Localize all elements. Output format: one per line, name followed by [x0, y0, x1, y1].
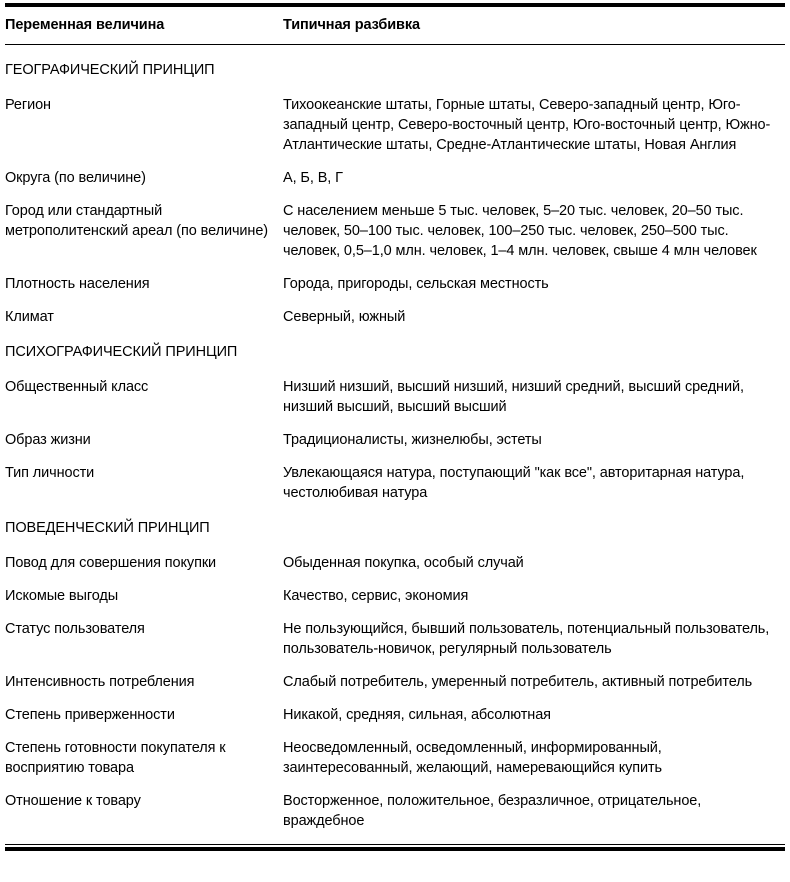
table-row [5, 738, 785, 778]
table-row [5, 672, 785, 692]
breakdown-cell: Никакой, средняя, сильная, абсолютная [283, 707, 551, 723]
variable-cell: Образ жизни [5, 432, 91, 448]
header-variable: Переменная величина [5, 17, 165, 33]
table-row [5, 168, 785, 188]
variable-cell: Искомые выгоды [5, 588, 119, 604]
table-row [5, 463, 785, 503]
breakdown-cell: Качество, сервис, экономия [283, 588, 469, 604]
table-row [5, 553, 785, 573]
variable-cell: Повод для совершения покупки [5, 555, 217, 571]
breakdown-cell: Неосведомленный, осведомленный, информированный, заинтересованный, желающий, намеревающийся купить [283, 740, 663, 776]
table-row [5, 586, 785, 606]
table-row [5, 274, 785, 294]
breakdown-cell: Обыденная покупка, особый случай [283, 555, 524, 571]
table-row [5, 307, 785, 327]
table-header-row [5, 7, 785, 45]
breakdown-cell: Тихоокеанские штаты, Горные штаты, Северо-западный центр, Юго-западный центр, Северо-восточный центр, Юго-восточный центр, Южно-Атлантические штаты, Средне-Атлантические штаты, Новая Англия [283, 97, 771, 153]
breakdown-cell: С населением меньше 5 тыс. человек, 5–20 тыс. человек, 20–50 тыс. человек, 50–100 тыс. человек, 100–250 тыс. человек, 250–500 тыс. человек, 0,5–1,0 млн. человек, 1–4 млн. человек, свыше 4 млн человек [283, 203, 757, 259]
variable-cell: Степень готовности покупателя к восприятию товара [5, 740, 226, 776]
breakdown-cell: Не пользующийся, бывший пользователь, потенциальный пользователь, пользователь-новичок, регулярный пользователь [283, 621, 770, 657]
table-row [5, 377, 785, 417]
variable-cell: Отношение к товару [5, 793, 141, 809]
header-breakdown: Типичная разбивка [283, 17, 420, 33]
breakdown-cell: Восторженное, положительное, безразличное, отрицательное, враждебное [283, 793, 702, 829]
table-row [5, 619, 785, 659]
variable-cell: Тип личности [5, 465, 95, 481]
table-row [5, 95, 785, 155]
table-row [5, 705, 785, 725]
section-title: ГЕОГРАФИЧЕСКИЙ ПРИНЦИП [5, 62, 215, 78]
breakdown-cell: Северный, южный [283, 309, 406, 325]
section-title: ПОВЕДЕНЧЕСКИЙ ПРИНЦИП [5, 520, 210, 536]
variable-cell: Регион [5, 97, 51, 113]
variable-cell: Климат [5, 309, 54, 325]
table-bottom-rule-thick [5, 847, 785, 851]
breakdown-cell: Традиционалисты, жизнелюбы, эстеты [283, 432, 542, 448]
variable-cell: Степень приверженности [5, 707, 175, 723]
table-row [5, 791, 785, 831]
table-bottom-rule-thin [5, 844, 785, 845]
breakdown-cell: А, Б, В, Г [283, 170, 343, 186]
variable-cell: Округа (по величине) [5, 170, 146, 186]
breakdown-cell: Города, пригороды, сельская местность [283, 276, 549, 292]
variable-cell: Плотность населения [5, 276, 150, 292]
variable-cell: Интенсивность потребления [5, 674, 195, 690]
table-body [5, 60, 785, 831]
variable-cell: Общественный класс [5, 379, 149, 395]
breakdown-cell: Увлекающаяся натура, поступающий "как все", авторитарная натура, честолюбивая натура [283, 465, 745, 501]
breakdown-cell: Низший низший, высший низший, низший средний, высший средний, низший высший, высший высший [283, 379, 744, 415]
breakdown-cell: Слабый потребитель, умеренный потребитель, активный потребитель [283, 674, 753, 690]
variable-cell: Город или стандартный метрополитенский ареал (по величине) [5, 203, 269, 239]
variable-cell: Статус пользователя [5, 621, 145, 637]
table-row [5, 430, 785, 450]
section-title: ПСИХОГРАФИЧЕСКИЙ ПРИНЦИП [5, 344, 238, 360]
table-row [5, 201, 785, 261]
